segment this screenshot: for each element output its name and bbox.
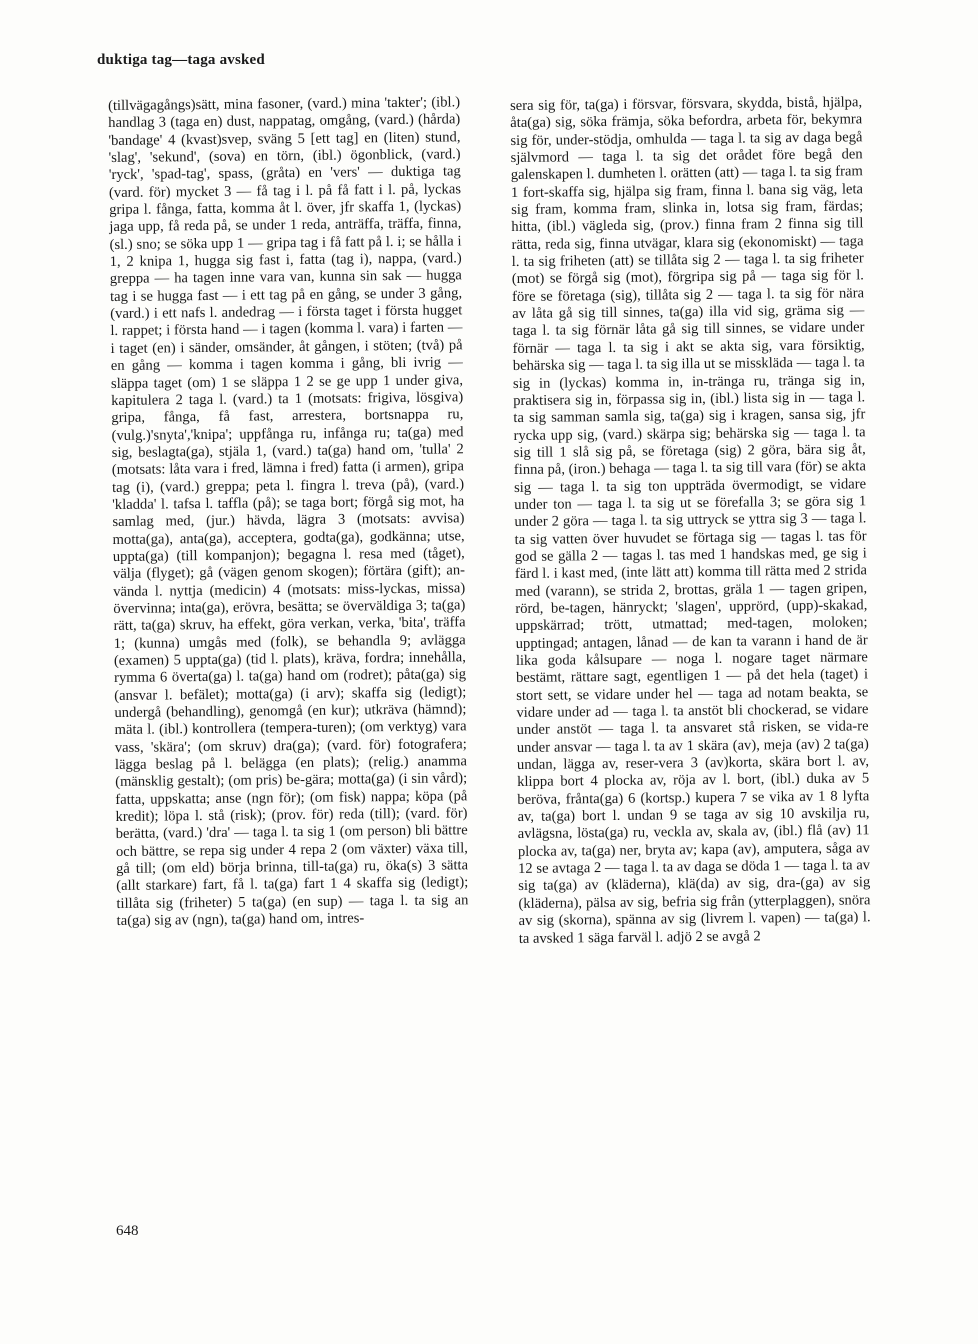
right-column — [510, 94, 871, 947]
left-column — [108, 94, 469, 930]
right-column-text: sera sig för, ta(ga) i försvar, försvara, skydda, bistå, hjälpa, åta(ga) sig, söka främja, söka befordra, arbeta för, bekymra sig för, under-stödja, omhulda — taga l. ta sig av daga begå självmord — taga l. ta sig det orådet före begå den galenskapen l. dumheten l. orätten (att) — taga l. ta sig fram 1 fort-skaffa sig, hjälpa sig fram, finna l. bana sig väg, leta sig fram, komma fram, slinka in, lotsa sig fram, färdas; hitta, (ibl.) vägleda sig, (prov.) finna fram 2 finna sig till rätta, reda sig, finna utvägar, klara sig (ekonomiskt) — taga l. ta sig friheten (att) se tillåta sig 2 — taga l. ta sig friheter (mot) se förgå sig (mot), förgripa sig på — taga sig för l. före se företaga (sig), tillåta sig 2 — taga l. ta sig för nära av låta gå sig till sinnes, ta(ga) illa vid sig, gräma sig — taga l. ta sig förnär låta gå sig till sinnes, se vidare under förnär — taga l. ta sig i akt se akta sig, vara försiktig, behärska sig — taga l. ta sig illa ut se misskläda — taga l. ta sig in (lyckas) komma in, in-tränga ru, tränga sig in, praktisera sig in, förpassa sig in, (ibl.) lista sig in — taga l. ta sig samman samla sig, ta(ga) sig i kragen, sansa sig, jfr rycka upp sig, (vard.) skärpa sig; behärska sig — taga l. ta sig till 1 slå sig på, se företaga (sig) 2 göra, bära sig åt, finna på, (iron.) behaga — taga l. ta sig till vara (för) se akta sig — taga l. ta sig ton uppträda övermodigt, se vidare under ton — taga l. ta sig ut se förefalla 3; se göra sig 1 under 2 göra — taga l. ta sig uttryck se yttra sig 3 — taga l. ta sig vatten över huvudet se förtaga sig — tagas l. tas för god se gälla 2 — tagas l. tas med 1 handskas med, ge sig i färd l. i kast med, (inte lätt att) komma till rätta med 2 strida med (varann), se strida 2, brottas, gräla 1 — tagen gripen, rörd, be-tagen, hänryckt; 'slagen', upprörd, (upp)-skakad, uppskärrad; trött, utmattad; med-tagen, moloken; upptingad; antagen, lånad — de kan ta varann i hand de är lika goda kålsupare — noga l. nogare taget närmare bestämt, rättare sagt, egentligen 1 — på det hela (taget) i stort sett, se vidare under hel — taga ad notam beakta, se vidare under ad — taga l. ta anstöt bli chockerad, se vidare under anstöt — taga l. ta ansvaret stå risken, se vida-re under ansvar — taga l. ta av 1 skära (av), meja (av) 2 ta(ga) undan, lägga av, reser-vera 3 (av)korta, skära bort l. av, klippa bort 4 plocka av, röja av l. bort, (ibl.) duka av 5 beröva, frånta(ga) 6 (kortsp.) kupera 7 se vika av 1 8 lyfta av, ta(ga) bort l. undan 9 se taga av sig 10 avskilja ru, avlägsna, lösta(ga) ru, veckla av, skala av, (ibl.) flå (av) 11 plocka av, ta(ga) ner, bryta av; kapa (av), amputera, såga av 12 se avtaga 2 — taga l. ta av daga se döda 1 — taga l. ta av sig ta(ga) av (kläderna), klä(da) av sig, dra-(ga) av sig (kläderna), pälsa av sig, befria sig från (ytterplaggen), snöra av sig (skorna), spänna av sig (livrem l. vapen) — ta(ga) l. ta avsked 1 säga farväl l. adjö 2 se avgå 2 — [510, 94, 871, 947]
page-number: 648 — [116, 1223, 139, 1239]
running-head: duktiga tag—taga avsked — [97, 52, 265, 68]
left-column-text: (tillvägagångs)sätt, mina fasoner, (vard.) mina 'takter'; (ibl.) handlag 3 (taga en) dust, nappatag, omgång, (vard.) (hårda) 'bandage' 4 (kvast)svep, sväng 5 [ett tag] en (liten) stund, 'slag', 'sekund', (sova) en törn, (ibl.) ögonblick, (vard.) 'ryck', 'spad-tag', spass, (gråta) en 'vers' — duktiga tag (vard. för) mycket 3 — få tag i l. på få fatt i l. på, lyckas gripa l. fånga, fatta, komma åt l. över, jfr skaffa 1, (lyckas) jaga upp, få reda på, se under 1 reda, anträffa, träffa, finna, (sl.) sno; se söka upp 1 — gripa tag i få fatt på l. i; se hålla i 1, 2 knipa 1, hugga sig fast i, fatta (tag i), nappa, (vard.) greppa — ha tagen inne vara van, kunna sin sak — hugga tag i se hugga fast — i ett tag på en gång, se under 3 gång, (vard.) i ett nafs l. andedrag — i första taget i första hugget l. rappet; i första hand — i tagen (komma l. vara) i farten — i taget (en) i sänder, omsänder, åt gången, i stöten; (två) på en gång — komma i tagen komma i gång, bli ivrig — släppa taget (om) 1 se släppa 1 2 se ge upp 1 under giva, kapitulera 2 taga l. (vard.) ta 1 (motsats: frigiva, lösgiva) gripa, fånga, få fast, arrestera, bortsnappa ru, (vulg.)'snyta','knipa'; uppfånga ru, infånga ru; ta(ga) med sig, beslagta(ga), stjäla 1, (vard.) ta(ga) hand om, 'tulla' 2 (motsats: låta vara i fred, lämna i fred) fatta (i armen), gripa tag (i), (vard.) greppa; peta l. fingra l. treva (på), (vard.) 'kladda' l. tafsa l. taffla (på); se taga bort; förgå sig mot, ha samlag med, (jur.) hävda, lägra 3 (motsats: avvisa) motta(ga), anta(ga), acceptera, godta(ga), godkänna; utse, uppta(ga) (till kompanjon); begagna l. resa med (tåget), välja (flyget); gå (vägen genom skogen); förtära (gift); an-vända l. nyttja (medicin) 4 (motsats: miss-lyckas, missa) övervinna; inta(ga), erövra, besätta; se överväldiga 3; ta(ga) rätt, ta(ga) skruv, ha effekt, göra verkan, verka, 'bita', träffa 1; (kunna) umgås med (folk), se behandla 9; avlägga (examen) 5 uppta(ga) (tid l. plats), kräva, fordra; innehålla, rymma 6 överta(ga) l. ta(ga) hand om (rodret); påta(ga) sig (ansvar l. befälet); motta(ga) (i arv); skaffa sig (ledigt); undergå (behandling), genomgå (en kur); utkräva (hämnd); mäta l. (ibl.) kontrollera (tempera-turen); (om verktyg) vara vass, 'skära'; (om skruv) dra(ga); (vard. för) fotografera; lägga beslag på l. belägga (en plats); (relig.) anamma (mänsklig gestalt); (om pris) be-gära; motta(ga) (i sin vård); fatta, uppskatta; anse (ngn för); (om fisk) nappa; köpa (på kredit); löpa l. stå (risk); (prov. för) reda (till); (vard. för) berätta, (vard.) 'dra' — taga l. ta sig 1 (om person) bli bättre och bättre, se repa sig under 4 repa 2 (om växter) växa till, gå till; (om eld) börja brinna, till-ta(ga) ru, öka(s) 3 sätta (allt starkare) fart, få l. ta(ga) fart 1 4 skaffa sig (ledigt); tillåta sig (friheter) 5 ta(ga) (en sup) — taga l. ta sig an ta(ga) sig av (ngn), ta(ga) hand om, intres- — [108, 94, 469, 930]
